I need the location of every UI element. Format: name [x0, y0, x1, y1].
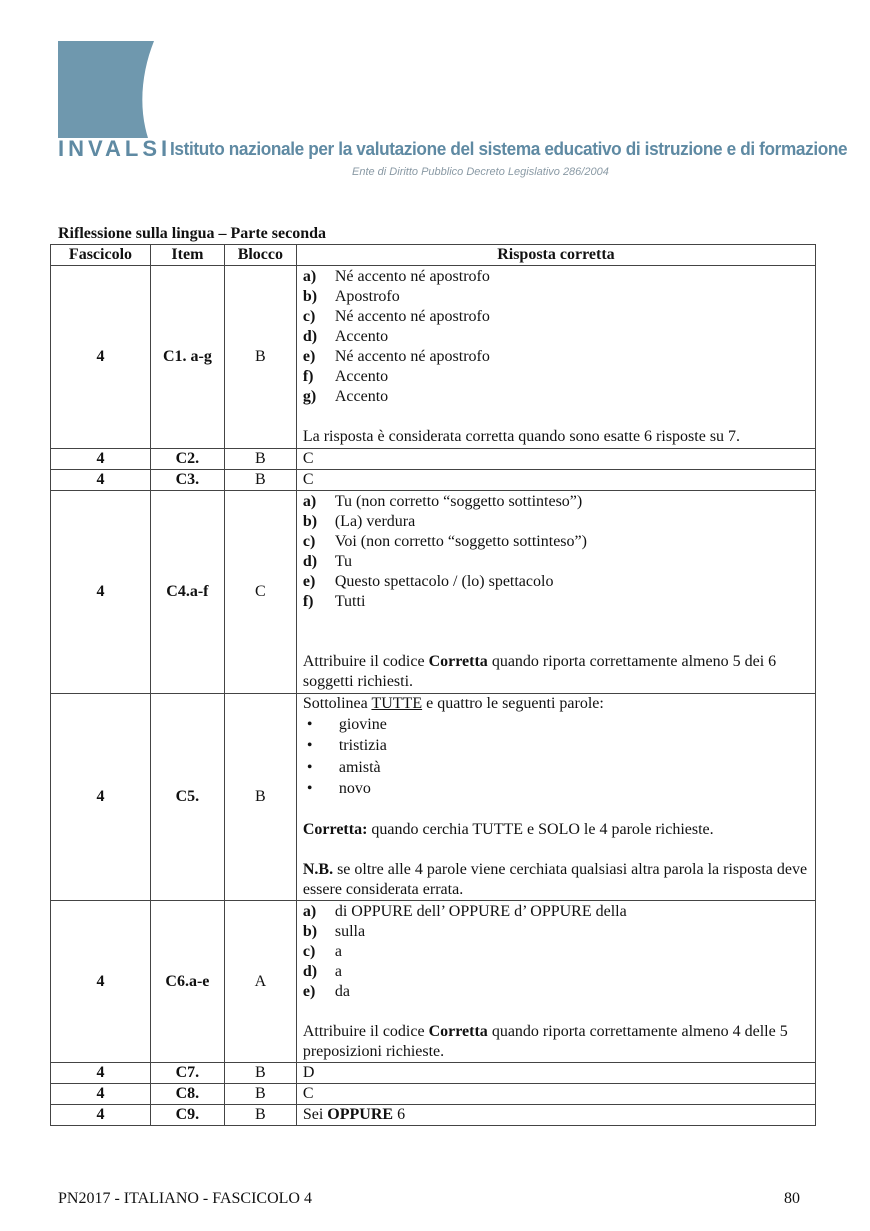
word-text: giovine [338, 715, 387, 733]
word-text: tristizia [338, 737, 387, 755]
fascicolo-cell: 4 [51, 491, 151, 694]
answer-letter: c) [302, 942, 316, 960]
note-text: Attribuire il codice [302, 1022, 429, 1040]
header-item: Item [150, 245, 224, 266]
answer-letter: c) [302, 308, 316, 325]
answer-line [303, 922, 809, 942]
table-row [51, 449, 816, 470]
bullet-icon: • [306, 758, 313, 776]
answer-text: da [334, 982, 350, 1000]
blocco-cell: B [224, 449, 296, 470]
table-row [51, 694, 816, 901]
item-cell: C2. [150, 449, 224, 470]
intro-text: e quattro le seguenti parole: [422, 695, 604, 712]
blocco-cell: B [224, 266, 296, 449]
word-text: amistà [338, 758, 381, 776]
answer-line [303, 387, 809, 407]
fascicolo-cell: 4 [51, 901, 151, 1063]
answer-line [303, 962, 809, 982]
answer-letter: a) [302, 902, 317, 920]
nb-note [303, 860, 809, 900]
header-risposta: Risposta corretta [296, 245, 815, 266]
fascicolo-cell: 4 [51, 694, 151, 901]
word-text: novo [338, 780, 371, 798]
answer-letter: f) [302, 368, 314, 385]
blocco-cell: B [224, 1063, 296, 1084]
note-bold: Corretta [428, 1022, 488, 1040]
answer-bold: OPPURE [327, 1106, 394, 1123]
answer-cell: C [296, 470, 815, 491]
item-cell: C1. a-g [150, 266, 224, 449]
table-row [51, 1105, 816, 1126]
answer-note [303, 652, 809, 692]
answer-cell [296, 266, 815, 449]
answer-letter: e) [302, 348, 316, 365]
answer-line [303, 347, 809, 367]
answer-letter: c) [302, 533, 316, 550]
fascicolo-cell: 4 [51, 1105, 151, 1126]
table-row [51, 266, 816, 449]
nb-label: N.B. [302, 861, 334, 878]
answer-cell: D [296, 1063, 815, 1084]
answer-cell: C [296, 1084, 815, 1105]
fascicolo-cell: 4 [51, 470, 151, 491]
answer-intro [303, 694, 809, 714]
item-cell: C7. [150, 1063, 224, 1084]
blocco-cell: C [224, 491, 296, 694]
blocco-cell: B [224, 1105, 296, 1126]
header-blocco: Blocco [224, 245, 296, 266]
answer-letter: a) [302, 493, 317, 510]
answer-text: Né accento né apostrofo [334, 268, 490, 285]
answer-cell [296, 694, 815, 901]
answer-text: Accento [334, 328, 389, 345]
answer-text: Questo spettacolo / (lo) spettacolo [334, 573, 554, 590]
table-row [51, 491, 816, 694]
answer-line [303, 902, 809, 922]
item-cell: C8. [150, 1084, 224, 1105]
answer-letter: e) [302, 982, 316, 1000]
answer-text: Tu [334, 553, 353, 570]
table-row [51, 470, 816, 491]
table-row [51, 1063, 816, 1084]
bullet-icon: • [306, 780, 313, 798]
fascicolo-cell: 4 [51, 1063, 151, 1084]
bullet-icon: • [306, 715, 313, 733]
answer-line [303, 982, 809, 1002]
section-title: Riflessione sulla lingua – Parte seconda [58, 225, 327, 242]
note-text: quando riporta correttamente almeno 4 delle 5 preposizioni richieste. [302, 1022, 788, 1060]
answer-line [303, 287, 809, 307]
answer-text: a [334, 962, 342, 980]
answer-text: Tutti [334, 593, 366, 610]
table-row [51, 1084, 816, 1105]
fascicolo-cell: 4 [51, 449, 151, 470]
answer-line [303, 552, 809, 572]
answer-line [303, 267, 809, 287]
answer-cell [296, 901, 815, 1063]
note-text: Attribuire il codice [302, 653, 429, 670]
answer-line [303, 367, 809, 387]
answer-cell [296, 491, 815, 694]
answers-table [50, 244, 816, 1126]
answer-line [303, 592, 809, 612]
answer-letter: f) [302, 593, 314, 610]
answer-line [303, 942, 809, 962]
answer-text: 6 [393, 1106, 406, 1123]
list-item [303, 714, 809, 736]
blocco-cell: B [224, 470, 296, 491]
corretta-text: quando cerchia TUTTE e SOLO le 4 parole richieste. [367, 821, 714, 838]
answer-line [303, 492, 809, 512]
intro-text: Sottolinea [302, 695, 372, 712]
answer-letter: b) [302, 513, 318, 530]
answer-line [303, 572, 809, 592]
note-text: quando riporta correttamente almeno 5 dei 6 soggetti richiesti. [302, 653, 777, 690]
answer-letter: b) [302, 288, 318, 305]
note-bold: Corretta [428, 653, 488, 670]
bullet-icon: • [306, 737, 313, 755]
fascicolo-cell: 4 [51, 266, 151, 449]
answer-letter: b) [302, 922, 318, 940]
blocco-cell: B [224, 694, 296, 901]
answer-letter: g) [302, 388, 317, 405]
institute-name: Istituto nazionale per la valutazione del sistema educativo di istruzione e di formazione [170, 138, 848, 159]
answer-text: Né accento né apostrofo [334, 308, 490, 325]
item-cell: C9. [150, 1105, 224, 1126]
answer-text: Voi (non corretto “soggetto sottinteso”) [334, 533, 587, 550]
blocco-cell: A [224, 901, 296, 1063]
answer-line [303, 327, 809, 347]
answer-line [303, 532, 809, 552]
table-header-row [51, 245, 816, 266]
answer-text: Né accento né apostrofo [334, 348, 490, 365]
answer-letter: d) [302, 962, 318, 980]
blocco-cell: B [224, 1084, 296, 1105]
answer-note: La risposta è considerata corretta quando sono esatte 6 risposte su 7. [302, 428, 741, 445]
answer-text: di OPPURE dell’ OPPURE d’ OPPURE della [334, 902, 627, 920]
item-cell: C3. [150, 470, 224, 491]
answer-text: (La) verdura [334, 513, 416, 530]
answer-cell: C [296, 449, 815, 470]
answer-text: Sei [302, 1106, 328, 1123]
answer-letter: a) [302, 268, 317, 285]
answer-text: sulla [334, 922, 366, 940]
header-fascicolo: Fascicolo [51, 245, 151, 266]
invalsi-logo-icon [58, 41, 154, 138]
fascicolo-cell: 4 [51, 1084, 151, 1105]
item-cell: C4.a-f [150, 491, 224, 694]
intro-underlined: TUTTE [371, 695, 423, 712]
answer-text: a [334, 942, 342, 960]
answer-text: Accento [334, 368, 389, 385]
answer-cell [296, 1105, 815, 1126]
table-row [51, 901, 816, 1063]
list-item [303, 736, 809, 758]
brand-name: INVALSI [58, 136, 172, 161]
corretta-note [303, 820, 809, 840]
list-item [303, 757, 809, 779]
answer-letter: e) [302, 573, 316, 590]
item-cell: C6.a-e [150, 901, 224, 1063]
answer-letter: d) [302, 553, 318, 570]
list-item [303, 779, 809, 801]
answer-text: Accento [334, 388, 389, 405]
institute-subtitle: Ente di Diritto Pubblico Decreto Legislativo 286/2004 [352, 166, 609, 178]
answer-line [303, 307, 809, 327]
item-cell: C5. [150, 694, 224, 901]
footer-title: PN2017 - ITALIANO - FASCICOLO 4 [58, 1190, 312, 1207]
answer-letter: d) [302, 328, 318, 345]
answer-line [303, 512, 809, 532]
corretta-label: Corretta: [302, 821, 368, 838]
answer-text: Apostrofo [334, 288, 400, 305]
nb-text: se oltre alle 4 parole viene cerchiata qualsiasi altra parola la risposta deve essere considerata errata. [302, 861, 808, 898]
answer-text: Tu (non corretto “soggetto sottinteso”) [334, 493, 583, 510]
page-number: 80 [784, 1190, 800, 1207]
answer-note [303, 1022, 809, 1062]
